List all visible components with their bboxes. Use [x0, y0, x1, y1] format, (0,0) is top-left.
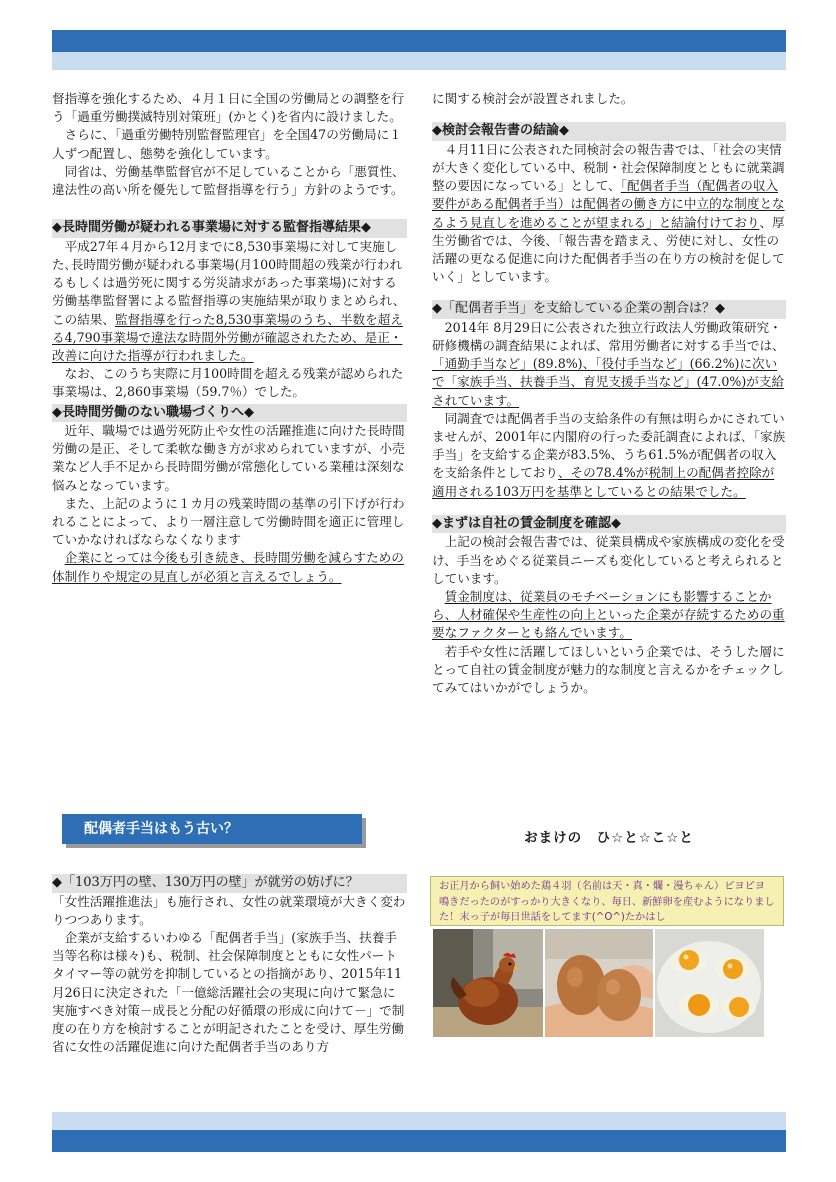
right-paragraph-5: 上記の検討会報告書では、従業員構成や家族構成の変化を受け、手当をめぐる従業員ニーズも変化していると考えられるとしています。 [432, 534, 785, 586]
right-paragraph-3 [432, 319, 786, 410]
right-paragraph-2 [432, 141, 786, 287]
right-column [432, 90, 786, 697]
survey-emphasis: 「通勤手当など」(89.8%)、「役付手当など」(66.2%)に次いで「家族手当、扶養手当、育児支援手当など」(47.0%)が支給されています。 [432, 356, 785, 408]
omake-title: おまけの ひ☆と☆こ☆と [524, 830, 694, 846]
right-paragraph-4 [432, 410, 786, 501]
left-paragraph-8: 企業にとっては今後も引き続き、長時間労働を減らすための体制作りや規定の見直しが必須と言えるでしょう。 [52, 550, 404, 584]
cabinet-survey-emphasis: 、その78.4%が税制上の配偶者控除が適用される103万円を基準としているとの結果でした。 [432, 465, 775, 499]
heading-wage-system: ◆まずは自社の賃金制度を確認◆ [432, 515, 786, 534]
lower-left-column [52, 874, 407, 1056]
footer-band-dark [52, 1130, 786, 1152]
left-paragraph-3: 同省は、労働基準監督官が不足していることから「悪質性、違法性の高い所を優先して監督指導を行う」方針のようです。 [52, 163, 405, 198]
hen-photo [433, 929, 543, 1037]
header-band-dark [52, 30, 786, 52]
left-paragraph-7: また、上記のように１カ月の残業時間の基準の引下げが行われることによって、より一層注意して労働時間を適正に管理していかなければならなくなります [52, 495, 405, 548]
right-paragraph-6: 賃金制度は、従業員のモチベーションにも影響することから、人材確保や生産性の向上といった企業が存続するための重要なファクターとも絡んでいます。 [432, 588, 785, 641]
heading-income-wall: ◆「103万円の壁、130万円の壁」が就労の妨げに？ [52, 874, 407, 893]
report-text-2: 、厚生労働省では、今後、「報告書を踏まえ、労使に対し、女性の活躍の更なる促進に向けた配偶者手当の在り方の検討を促していく」としています。 [432, 214, 785, 285]
egg-yolks-photo [655, 929, 764, 1037]
heading-workplace: ◆長時間労働のない職場づくりへ◆ [52, 404, 407, 423]
left-paragraph-1: 督指導を強化するため、４月１日に全国の労働局との調整を行う「過重労働撲滅特別対策班」(かとく)を省内に設けました。 [52, 91, 405, 125]
survey-text: 2014年 8月29日に公表された独立行政法人労働政策研究・研修機構の調査結果によれば、常用労働者に対する手当では、 [432, 319, 785, 354]
lower-left-paragraph-2: 企業が支給するいわゆる「配偶者手当」(家族手当、扶養手当等名称は様々)も、税制、社会保障制度とともに女性パートタイマー等の就労を抑制しているとの指摘があり、2015年11月26日に決定された「一億総活躍社会の実現に向けて緊急に実施すべき対策－成長と分配の好循環の形成に向けて－」で制度の在り方を検討することが明記されたことを受け、厚生労働省に女性の活躍促進に向けた配偶者手当のあり方 [52, 929, 405, 1055]
footer-band-light [52, 1112, 786, 1130]
left-paragraph-2: さらに、「過重労働特別監督監理官」を全国47の労働局に１人ずつ配置し、態勢を強化しています。 [52, 127, 402, 161]
lower-left-paragraph-1: 「女性活躍推進法」も施行され、女性の就業環境が大きく変わりつつあります。 [52, 893, 406, 927]
omake-note: お正月から飼い始めた鶏４羽（名前は天・真・爛・漫ちゃん）ピヨピヨ鳴きだったのがすっかり大きくなり、毎日、新鮮卵を産むようになりました！末っ子が毎日世話をしてます(^O^)たかはし [439, 881, 775, 923]
left-paragraph-4 [52, 238, 407, 365]
inspection-emphasis: 監督指導を行った8,530事業場のうち、半数を超える4,790事業場で違法な時間外労働が確認されたため、是正・改善に向けた指導が行われました。 [52, 311, 403, 363]
omake-note-box [430, 876, 784, 926]
left-paragraph-5: なお、このうち実際に月100時間を超える残業が認められた事業場は、2,860事業場（59.7％）でした。 [52, 366, 404, 400]
right-paragraph-1: に関する検討会が設置されました。 [432, 91, 634, 106]
heading-report-conclusion: ◆検討会報告書の結論◆ [432, 122, 786, 141]
right-paragraph-7: 若手や女性に活躍してほしいという企業では、そうした層にとって自社の賃金制度が魅力的な制度と言えるかをチェックしてみてはいかがでしょうか。 [432, 643, 785, 695]
heading-inspection-results: ◆長時間労働が疑われる事業場に対する監督指導結果◆ [52, 219, 407, 238]
report-text: ４月11日に公表された同検討会の報告書では、「社会の実情が大きく変化している中、税制・社会保障制度とともに就業調整の要因になっている」として、 [432, 141, 785, 194]
header-band-light [52, 52, 786, 70]
report-emphasis: 「配偶者手当（配偶者の収入要件がある配偶者手当）は配偶者の働き方に中立的な制度となるよう見直しを進めることが望まれる」と結論付けており [432, 178, 785, 230]
left-paragraph-6: 近年、職場では過労死防止や女性の活躍推進に向けた長時間労働の是正、そして柔軟な働き方が求められていますが、小売業など人手不足から長時間労働が常態化している業種は深刻な悩みとなっています。 [52, 423, 405, 493]
left-column [52, 90, 407, 586]
cabinet-survey-text: 同調査では配偶者手当の支給条件の有無は明らかにされていませんが、2001年に内閣府の行った委託調査によれば､「家族手当」を支給する企業が83.5%、うち61.5%が配偶者の収入を支給条件としており [432, 410, 786, 481]
section-banner: 配偶者手当はもう古い？ [62, 814, 362, 844]
inspection-text: 平成27年４月から12月までに8,530事業場に対して実施した､長時間労働が疑われる事業場(月100時間超の残業が行われるもしくは過労死に関する労災請求があった事業場)に対する労働基準監督署による監督指導の実施結果が取りまとめられ、この結果、 [52, 238, 406, 327]
heading-allowance-ratio: ◆「配偶者手当」を支給している企業の割合は？◆ [432, 300, 786, 319]
photo-strip-svg [433, 929, 764, 1037]
eggs-in-hand-photo [545, 929, 653, 1037]
photo-strip [433, 929, 764, 1037]
